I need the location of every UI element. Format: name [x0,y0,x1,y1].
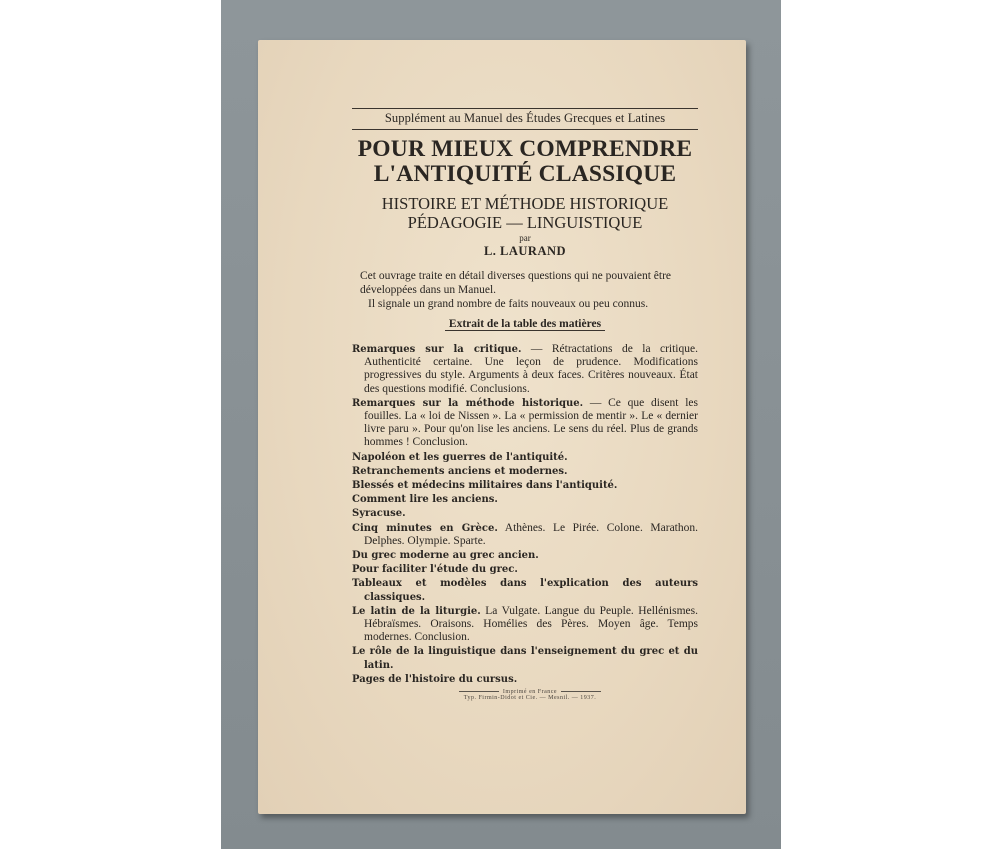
toc-entry-detail: — Ce que disent les fouilles. La « loi de Nissen ». La « permission de mentir ». Le « dernier livre paru ». Pour qu'on lise les anciens. Le sens du réel. Plus de grands hommes ! Conclusion. [364,396,698,449]
author-name: L. LAURAND [483,244,567,258]
toc-entry [352,673,698,686]
intro-paragraph [352,269,698,311]
toc-entry-title: Le latin de la liturgie. [352,605,481,617]
toc-entry [352,577,698,603]
toc-entry-title: Napoléon et les guerres de l'antiquité. [352,451,568,463]
toc-entry-title: Pour faciliter l'étude du grec. [352,564,518,576]
toc-entry [352,605,698,645]
table-of-contents [352,343,698,686]
toc-entry [352,451,698,464]
toc-entry [352,343,698,396]
imprint [440,689,620,701]
toc-entry-title: Le rôle de la linguistique dans l'enseignement du grec et du latin. [352,646,698,671]
toc-entry-title: Du grec moderne au grec ancien. [352,550,539,562]
toc-entry [352,549,698,562]
toc-entry-title: Tableaux et modèles dans l'explication des auteurs classiques. [352,578,698,603]
toc-entry-title: Remarques sur la critique. [352,344,522,355]
toc-heading-text: Extrait de la table des matières [445,318,605,331]
imprint-line-2: Typ. Firmin-Didot et Cie. — Mesnil. — 1937. [463,695,597,701]
book-title [352,137,698,187]
toc-entry [352,493,698,506]
imprint-line-1: Imprimé en France [502,689,558,695]
toc-entry [352,563,698,576]
toc-entry-title: Remarques sur la méthode historique. [352,397,584,409]
toc-heading [352,318,698,330]
toc-entry-detail: — Rétractations de la critique. Authenticité certaine. Une leçon de prudence. Modifications progressives du style. Arguments à deux faces. Critères nouveaux. État des questions modifié. Conclusions. [364,343,698,395]
toc-entry [352,522,698,548]
intro-line-1: Cet ouvrage traite en détail diverses questions qui ne pouvaient être développées dans un Manuel. [360,270,672,296]
intro-line-2: Il signale un grand nombre de faits nouveaux ou peu connus. [368,298,649,310]
subtitle-line-1: HISTOIRE ET MÉTHODE HISTORIQUE [381,194,669,213]
toc-entry [352,645,698,671]
title-line-2: L'ANTIQUITÉ CLASSIQUE [373,161,677,187]
toc-entry-title: Retranchements anciens et modernes. [352,465,568,477]
subtitle-line-2: PÉDAGOGIE — LINGUISTIQUE [407,213,643,232]
cover-text [352,108,698,687]
toc-entry-title: Pages de l'histoire du cursus. [352,673,518,685]
toc-entry-detail: Athènes. Le Pirée. Colone. Marathon. Delphes. Olympie. Sparte. [364,521,698,547]
title-line-1: POUR MIEUX COMPRENDRE [357,136,693,162]
toc-entry [352,479,698,492]
toc-entry-detail: La Vulgate. Langue du Peuple. Hellénismes. Hébraïsmes. Oraisons. Homélies des Pères. Moyen âge. Temps modernes. Conclusion. [364,604,699,644]
toc-entry [352,397,698,450]
toc-entry-title: Blessés et médecins militaires dans l'antiquité. [352,480,618,492]
par-label: par [519,233,531,243]
toc-entry-title: Syracuse. [352,508,406,520]
toc-entry-title: Comment lire les anciens. [352,494,498,506]
supplement-banner: Supplément au Manuel des Études Grecques et Latines [352,108,698,130]
toc-entry [352,507,698,520]
toc-entry-title: Cinq minutes en Grèce. [352,522,498,534]
book-subtitle [352,194,698,232]
toc-entry [352,465,698,478]
